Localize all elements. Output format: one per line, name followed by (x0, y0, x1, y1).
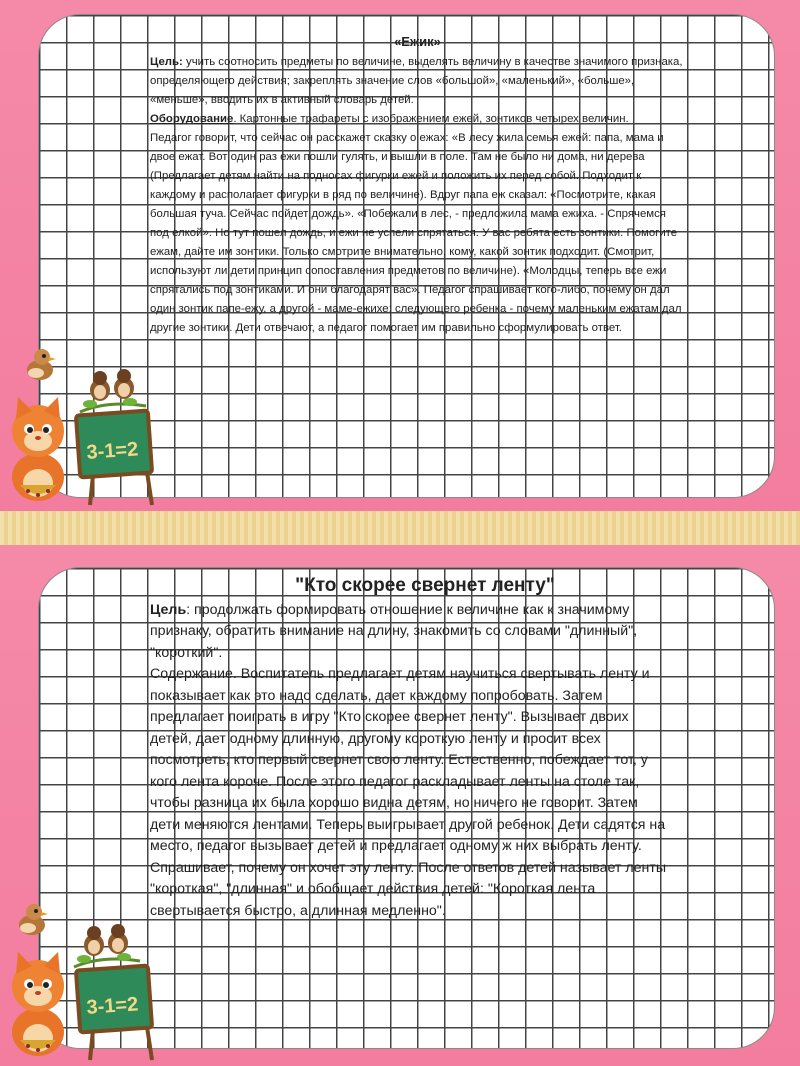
goal-label: Цель: (150, 56, 183, 68)
bird-icon (12, 900, 52, 942)
game-title: "Кто скорее свернет ленту" (295, 575, 555, 596)
slide-divider (0, 511, 800, 545)
goal-paragraph (150, 53, 685, 110)
board-equation: 3-1=2 (85, 993, 139, 1019)
goal-paragraph (150, 600, 670, 665)
board-equation: 3-1=2 (85, 438, 139, 464)
game-title: «Ежик» (394, 34, 441, 49)
kitten-with-board-icon (0, 385, 160, 510)
game-description: Педагог говорит, что сейчас он расскажет сказку о ежах: «В лесу жила семья ежей: папа, мама и двое ежат. Вот один раз ежи пошли гулять, и вышли в поле. Там не было ни дома, ни дерева (Предлагает детям найти на подносах фигурки ежей и положить их перед собой. Подходит к каждому и располагает фигурки в ряд по величине). Вдруг папа еж сказал: «Посмотрите, какая большая туча. Сейчас пойдет дождь». «Побежали в лес, - предложила мама ежиха. - Спрячемся под елкой». Но тут пошел дождь, и ежи не успели спрятаться. У вас ребята есть зонтики. Помогите ежам, дайте им зонтики. Только смотрите внимательно, кому, какой зонтик подходит. (Смотрит, используют ли дети принцип сопоставления предметов по величине). «Молодцы, теперь все ежи спрятались под зонтиками. И они благодарят вас». Педагог спрашивает кого-либо, почему он дал один зонтик папе-ежу, а другой - маме-ежихе; следующего ребенка - почему маленьким ежатам дал другие зонтики. Дети отвечают, а педагог помогает им правильно сформулировать ответ. (150, 132, 682, 334)
goal-label: Цель (150, 601, 187, 618)
slide-text (150, 32, 685, 338)
kitten-with-board-icon (0, 940, 160, 1065)
slide-ribbon-game (0, 545, 800, 1066)
equipment-label: Оборудование (150, 113, 234, 125)
game-description: Содержание. Воспитатель предлагает детям научиться свертывать ленту и показывает как это надо сделать, дает каждому попробовать. Затем предлагает поиграть в игру "Кто скорее свернет ленту". Вызывает двоих детей, дает одному длинную, другому короткую ленту и просит всех посмотреть, кто первый свернет свою ленту. Естественно, побеждает тот, у кого лента короче. После этого педагог раскладывает ленты на столе так, чтобы разница их была хорошо видна детям, но ничего не говорит. Затем дети меняются лентами. Теперь выигрывает другой ребенок. Дети садятся на место, педагог вызывает детей и предлагает одному ж них выбрать ленту. Спрашивает, почему он хочет эту ленту. После ответов детей называет ленты "короткая", "длинная" и обобщает действия детей: "Короткая лента свертывается быстро, а длинная медленно". (150, 666, 667, 919)
slide-text (150, 575, 670, 922)
equipment-text: . Картонные трафареты с изображением ежей, зонтиков четырех величин. (233, 113, 629, 125)
bird-icon (20, 345, 60, 387)
goal-text: : продолжать формировать отношение к величине как к значимому признаку, обратить внимание на длину, знакомить со словами "длинный", "короткий". (150, 601, 638, 661)
goal-text: учить соотносить предметы по величине, выделять величину в качестве значимого признака, определяющего действия; закреплять значение слов «большой», «маленький», «больше», «меньше», вводить их в активный словарь детей. (150, 56, 683, 106)
equipment-paragraph (150, 110, 685, 129)
slide-hedgehog (0, 0, 800, 511)
